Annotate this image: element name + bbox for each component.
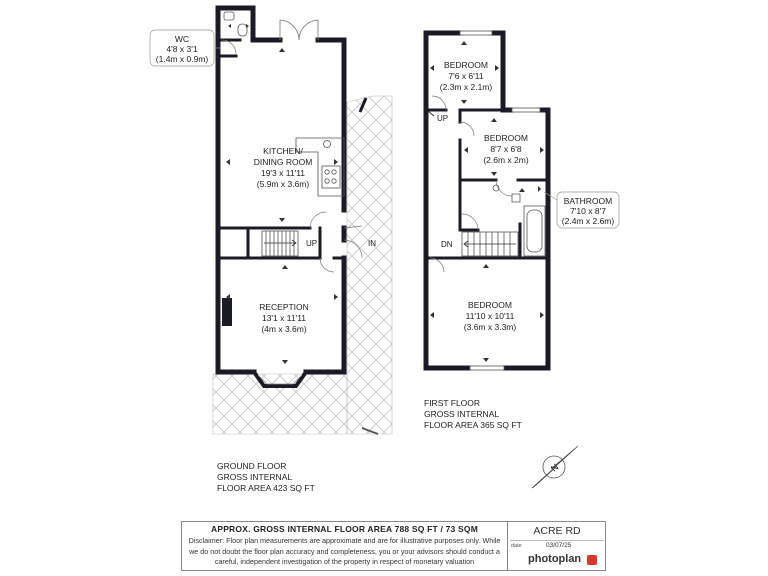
plan-footer (181, 521, 606, 571)
total-floor-area: APPROX. GROSS INTERNAL FLOOR AREA 788 SQ FT / 73 SQM (210, 524, 478, 534)
date-label: date (511, 543, 522, 549)
bathroom-dims: 7'10 x 8'7 (570, 206, 606, 216)
disclaimer-text: Disclaimer: Floor plan measurements are approximate and are for illustrative purposes only. While we do not doubt the floor plan accuracy and completeness, you or your advisors should conduct a careful, independent investigation of the property in respect of monetary valuation (188, 536, 501, 566)
ground-floor-caption-1: GROUND FLOOR (217, 461, 287, 471)
footer-info-panel (508, 522, 606, 570)
footer-disclaimer-panel (182, 522, 508, 570)
bedroom-3-dims: 11'10 x 10'11 (465, 311, 515, 321)
bedroom-1-dims: 7'6 x 6'11 (448, 71, 484, 81)
bedroom-2-name: BEDROOM (484, 133, 528, 143)
wc-toilet (238, 24, 247, 36)
fireplace (222, 298, 232, 326)
compass-n-label: N (548, 461, 561, 474)
wc-basin (224, 12, 234, 20)
stairs-up-label-first: UP (437, 114, 449, 123)
bedroom-2-metric: (2.6m x 2m) (483, 155, 529, 165)
first-floor-caption-1: FIRST FLOOR (424, 398, 481, 408)
first-floor-caption-2: GROSS INTERNAL (424, 409, 500, 419)
bedroom-1-metric: (2.3m x 2.1m) (439, 82, 493, 92)
wc-metric: (1.4m x 0.9m) (155, 54, 209, 64)
wc-dims: 4'8 x 3'1 (166, 44, 198, 54)
french-doors (280, 20, 318, 40)
ground-stairs (262, 231, 298, 256)
brand-logo-text: photoplan (528, 553, 582, 565)
side-path-hatch (347, 96, 392, 434)
bedroom-3-name: BEDROOM (468, 300, 512, 310)
bath (524, 206, 545, 256)
reception-metric: (4m x 3.6m) (261, 324, 307, 334)
brand-logo-icon (587, 555, 597, 565)
footer-divider (510, 540, 604, 541)
ground-floor-caption-2: GROSS INTERNAL (217, 472, 293, 482)
stairs-down-label: DN (441, 240, 453, 249)
bedroom-3-metric: (3.6m x 3.3m) (463, 322, 517, 332)
front-garden-hatch (213, 374, 347, 434)
bathroom-metric: (2.4m x 2.6m) (561, 216, 615, 226)
compass (532, 446, 578, 488)
bath-toilet (512, 194, 520, 202)
first-floor-caption-3: FLOOR AREA 365 SQ FT (424, 420, 522, 430)
bedroom-2-dims: 8'7 x 6'8 (490, 144, 522, 154)
kitchen-metric: (5.9m x 3.6m) (256, 179, 310, 189)
bathroom-name: BATHROOM (563, 196, 613, 206)
property-name: ACRE RD (533, 525, 581, 537)
date-value: 03/07/25 (546, 542, 572, 549)
kitchen-name-1: KITCHEN/ (263, 146, 303, 156)
wc-name: WC (174, 34, 190, 44)
reception-name: RECEPTION (259, 302, 309, 312)
first-stairs (462, 232, 518, 256)
ground-floor-caption-3: FLOOR AREA 423 SQ FT (217, 483, 315, 493)
bedroom-1-name: BEDROOM (444, 60, 488, 70)
reception-dims: 13'1 x 11'11 (261, 313, 307, 323)
kitchen-name-2: DINING ROOM (253, 157, 313, 167)
stairs-up-label-ground: UP (306, 239, 318, 248)
kitchen-dims: 19'3 x 11'11 (260, 168, 306, 178)
entrance-in-label: IN (368, 239, 376, 248)
